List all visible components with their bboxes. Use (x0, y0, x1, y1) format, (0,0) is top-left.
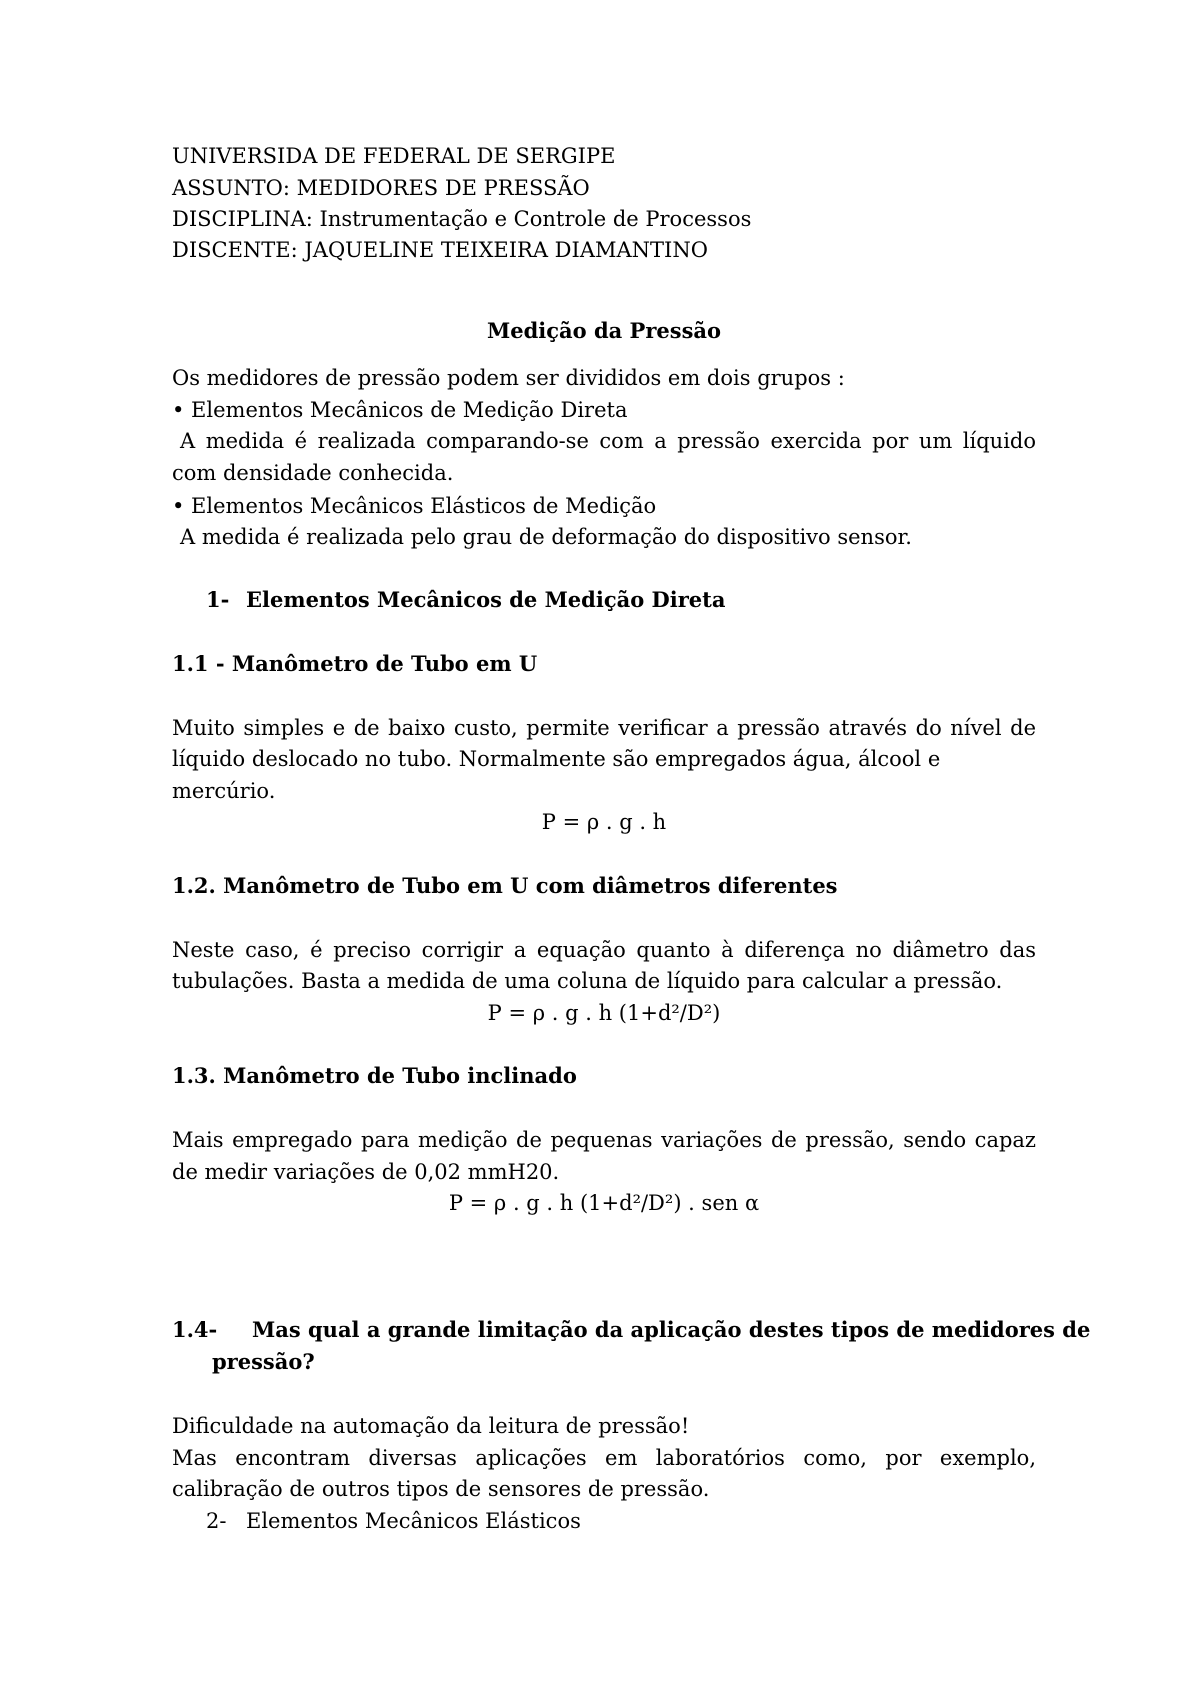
sub-1-3-heading: 1.3. Manômetro de Tubo inclinado (172, 1063, 577, 1088)
sub-1-2-line-2: tubulações. Basta a medida de uma coluna de líquido para calcular a pressão. (172, 969, 1003, 993)
sub-1-3-line-1: Mais empregado para medição de pequenas variações de pressão, sendo capaz (172, 1128, 1036, 1152)
intro-bullet-elastic: • Elementos Mecânicos Elásticos de Medição (172, 494, 657, 518)
sub-1-4-answer-2-line-2: calibração de outros tipos de sensores de pressão. (172, 1477, 710, 1501)
sub-1-3-formula: P = ρ . g . h (1+d²/D²) . sen α (448, 1191, 760, 1215)
sub-1-1-line-3: mercúrio. (172, 779, 276, 803)
section-2-number: 2- (206, 1509, 227, 1533)
intro-bullet-direct-desc-2: com densidade conhecida. (172, 461, 454, 485)
sub-1-2-heading: 1.2. Manômetro de Tubo em U com diâmetros diferentes (172, 873, 838, 898)
intro-bullet-direct-desc-1: A medida é realizada comparando-se com a pressão exercida por um líquido (180, 429, 1036, 453)
section-2-heading (206, 1505, 581, 1537)
sub-1-1-line-1: Muito simples e de baixo custo, permite verificar a pressão através do nível de (172, 716, 1036, 740)
intro-lead: Os medidores de pressão podem ser divididos em dois grupos : (172, 366, 845, 390)
intro-bullet-direct: • Elementos Mecânicos de Medição Direta (172, 398, 628, 422)
header-university: UNIVERSIDA DE FEDERAL DE SERGIPE (172, 144, 616, 168)
section-1-title: Elementos Mecânicos de Medição Direta (246, 587, 726, 612)
header-discipline: DISCIPLINA: Instrumentação e Controle de Processos (172, 207, 752, 231)
sub-1-1-line-2: líquido deslocado no tubo. Normalmente são empregados água, álcool e (172, 747, 941, 771)
sub-1-2-formula: P = ρ . g . h (1+d²/D²) (487, 1001, 721, 1025)
header-subject: ASSUNTO: MEDIDORES DE PRESSÃO (172, 176, 590, 200)
section-1-heading (206, 584, 725, 616)
sub-1-2-line-1: Neste caso, é preciso corrigir a equação quanto à diferença no diâmetro das (172, 938, 1036, 962)
intro-bullet-elastic-desc: A medida é realizada pelo grau de deformação do dispositivo sensor. (180, 525, 912, 549)
sub-1-1-formula: P = ρ . g . h (541, 810, 667, 834)
section-2-title: Elementos Mecânicos Elásticos (246, 1509, 581, 1533)
sub-1-4-answer-1: Dificuldade na automação da leitura de pressão! (172, 1414, 690, 1438)
page-title: Medição da Pressão (486, 318, 722, 343)
section-1-number: 1- (206, 587, 230, 612)
sub-1-3-line-2: de medir variações de 0,02 mmH20. (172, 1160, 560, 1184)
sub-1-4-question (172, 1314, 1091, 1346)
sub-1-4-number: 1.4- (172, 1317, 218, 1342)
sub-1-1-heading: 1.1 - Manômetro de Tubo em U (172, 651, 538, 676)
sub-1-4-question-line-1: Mas qual a grande limitação da aplicação destes tipos de medidores de (252, 1317, 1091, 1342)
sub-1-4-question-line-2: pressão? (212, 1349, 315, 1374)
sub-1-4-answer-2-line-1: Mas encontram diversas aplicações em laboratórios como, por exemplo, (172, 1446, 1036, 1470)
header-student: DISCENTE: JAQUELINE TEIXEIRA DIAMANTINO (172, 238, 708, 262)
